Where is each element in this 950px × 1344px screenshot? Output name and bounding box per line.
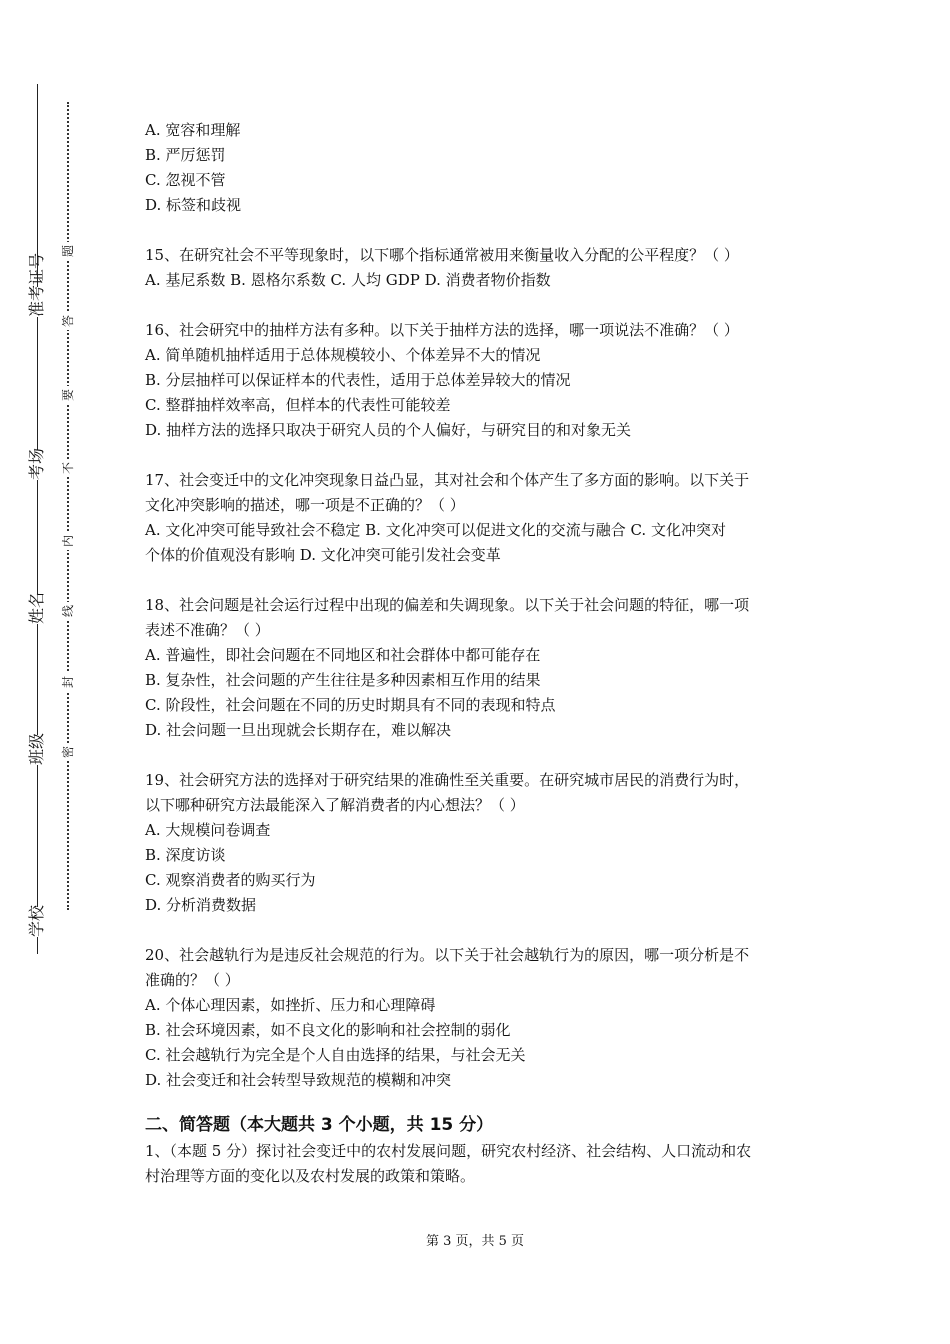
q17-stem-line1: 17、社会变迁中的文化冲突现象日益凸显，其对社会和个体产生了多方面的影响。以下关于	[145, 471, 750, 489]
field-school-label: 学校	[20, 907, 54, 937]
field-name-label: 姓名	[20, 594, 54, 624]
page-footer: 第 3 页，共 5 页	[425, 1234, 525, 1249]
seal-char: 不	[60, 459, 76, 477]
q14-option-a: A. 宽容和理解	[145, 121, 241, 139]
q20-option-b: B. 社会环境因素，如不良文化的影响和社会控制的弱化	[145, 1021, 511, 1039]
field-exam-id-label: 准考证号	[20, 287, 54, 317]
signature-line	[37, 84, 38, 954]
q16-option-d: D. 抽样方法的选择只取决于研究人员的个人偏好，与研究目的和对象无关	[145, 421, 632, 439]
q15-options: A. 基尼系数 B. 恩格尔系数 C. 人均 GDP D. 消费者物价指数	[145, 271, 551, 289]
seal-char: 题	[60, 242, 76, 260]
q16-stem: 16、社会研究中的抽样方法有多种。以下关于抽样方法的选择，哪一项说法不准确？（ ）	[145, 321, 739, 339]
q18-option-a: A. 普遍性，即社会问题在不同地区和社会群体中都可能存在	[145, 646, 541, 664]
field-exam-room-label: 考场	[20, 450, 54, 480]
q16-option-c: C. 整群抽样效率高，但样本的代表性可能较差	[145, 396, 451, 414]
q14-option-c: C. 忽视不管	[145, 171, 226, 189]
seal-char: 内	[60, 532, 76, 550]
seal-char: 要	[60, 386, 76, 404]
q20-stem-line2: 准确的？（ ）	[145, 971, 240, 989]
seal-char: 密	[60, 743, 76, 761]
q18-option-d: D. 社会问题一旦出现就会长期存在，难以解决	[145, 721, 452, 739]
q17-options-line1: A. 文化冲突可能导致社会不稳定 B. 文化冲突可以促进文化的交流与融合 C. 文化冲突对	[145, 521, 726, 539]
q20-option-a: A. 个体心理因素，如挫折、压力和心理障碍	[145, 996, 436, 1014]
short-answer-q1-line1: 1、（本题 5 分）探讨社会变迁中的农村发展问题，研究农村经济、社会结构、人口流动和农	[145, 1142, 752, 1160]
q16-option-b: B. 分层抽样可以保证样本的代表性，适用于总体差异较大的情况	[145, 371, 571, 389]
field-class-label: 班级	[20, 735, 54, 765]
q19-option-b: B. 深度访谈	[145, 846, 226, 864]
q19-stem-line2: 以下哪种研究方法最能深入了解消费者的内心想法？（ ）	[145, 796, 525, 814]
q18-option-b: B. 复杂性，社会问题的产生往往是多种因素相互作用的结果	[145, 671, 541, 689]
q19-option-a: A. 大规模问卷调查	[145, 821, 271, 839]
seal-dotted-line	[67, 102, 69, 910]
q17-options-line2: 个体的价值观没有影响 D. 文化冲突可能引发社会变革	[145, 546, 501, 564]
seal-char: 封	[60, 673, 76, 691]
short-answer-q1-line2: 村治理等方面的变化以及农村发展的政策和策略。	[145, 1167, 476, 1185]
q14-option-d: D. 标签和歧视	[145, 196, 242, 214]
q18-stem-line2: 表述不准确？（ ）	[145, 621, 270, 639]
q19-option-c: C. 观察消费者的购买行为	[145, 871, 316, 889]
seal-char: 答	[60, 312, 76, 330]
q16-option-a: A. 简单随机抽样适用于总体规模较小、个体差异不大的情况	[145, 346, 541, 364]
q20-stem-line1: 20、社会越轨行为是违反社会规范的行为。以下关于社会越轨行为的原因，哪一项分析是不	[145, 946, 750, 964]
q18-stem-line1: 18、社会问题是社会运行过程中出现的偏差和失调现象。以下关于社会问题的特征，哪一项	[145, 596, 750, 614]
q20-option-c: C. 社会越轨行为完全是个人自由选择的结果，与社会无关	[145, 1046, 526, 1064]
q17-stem-line2: 文化冲突影响的描述，哪一项是不正确的？（ ）	[145, 496, 465, 514]
binding-margin	[0, 0, 100, 1344]
q20-option-d: D. 社会变迁和社会转型导致规范的模糊和冲突	[145, 1071, 452, 1089]
q14-option-b: B. 严厉惩罚	[145, 146, 226, 164]
q18-option-c: C. 阶段性，社会问题在不同的历史时期具有不同的表现和特点	[145, 696, 556, 714]
q15-stem: 15、在研究社会不平等现象时，以下哪个指标通常被用来衡量收入分配的公平程度？（ ）	[145, 246, 739, 264]
section-heading: 二、简答题（本大题共 3 个小题，共 15 分）	[145, 1115, 494, 1135]
q19-stem-line1: 19、社会研究方法的选择对于研究结果的准确性至关重要。在研究城市居民的消费行为时，	[145, 771, 750, 789]
seal-char: 线	[60, 602, 76, 620]
q19-option-d: D. 分析消费数据	[145, 896, 257, 914]
